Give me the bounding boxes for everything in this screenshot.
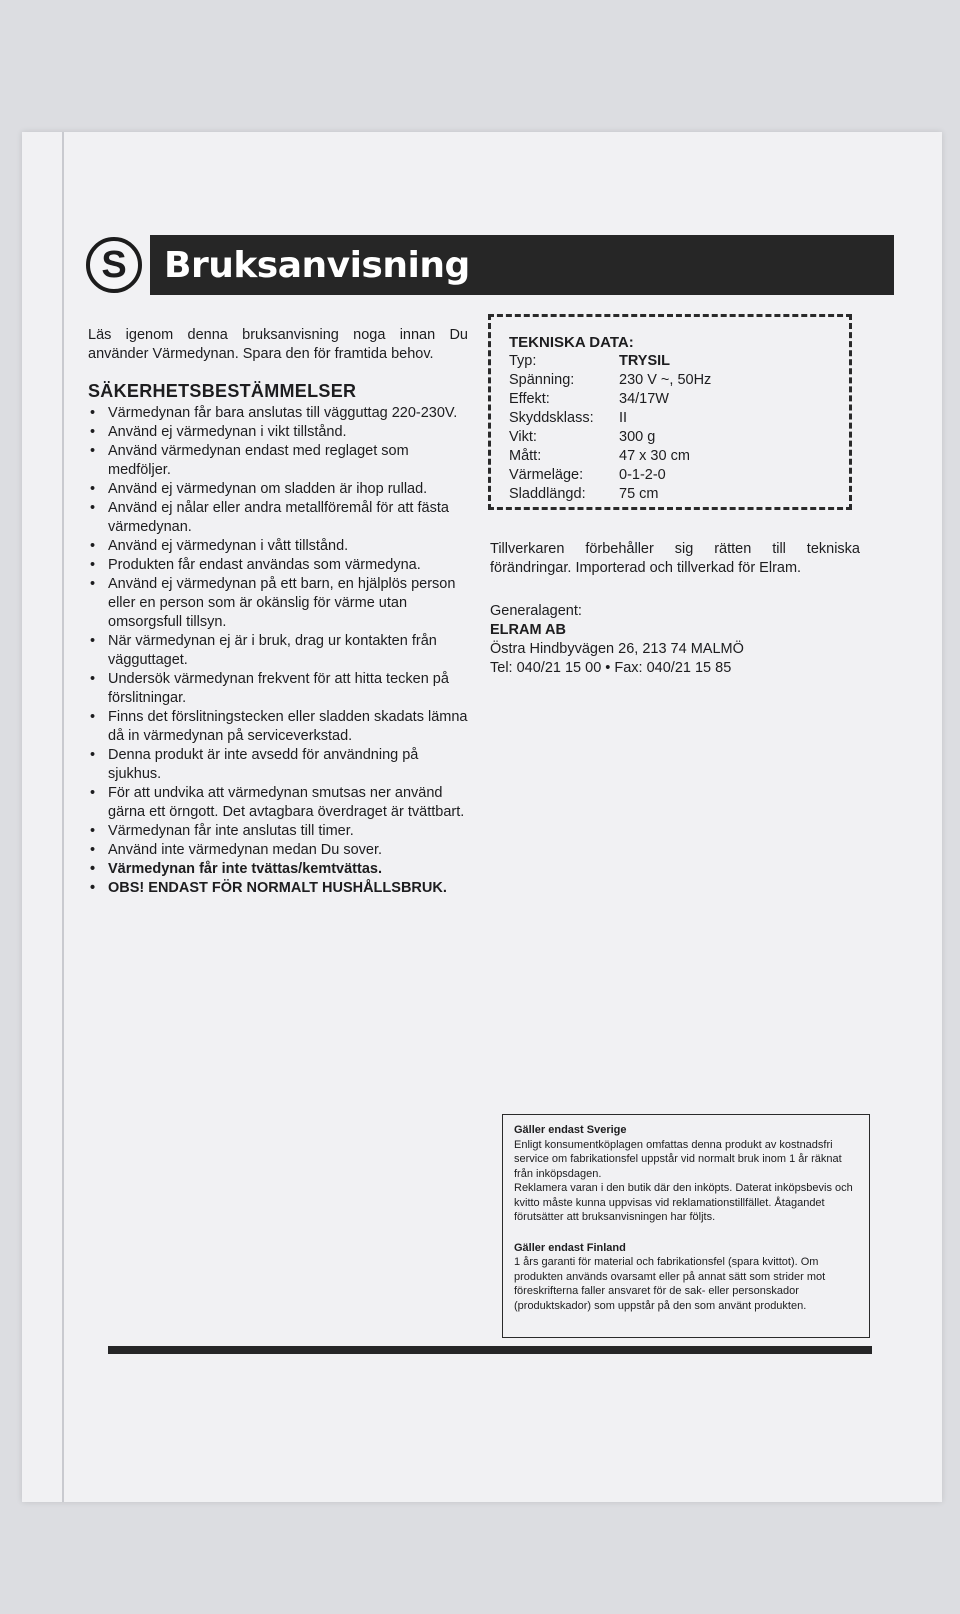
page-title: Bruksanvisning	[150, 235, 894, 295]
safety-rule: • Värmedynan får inte tvättas/kemtvättas.	[88, 860, 468, 879]
agent-label: Generalagent:	[490, 603, 582, 619]
safety-rule: • Finns det förslitningstecken eller sladden skadats lämna då in värmedynan på serviceverkstad.	[88, 708, 468, 746]
general-agent-block	[490, 602, 860, 678]
tech-label: Effekt:	[509, 391, 550, 407]
safety-rule: • Använd ej värmedynan om sladden är ihop rullad.	[88, 480, 468, 499]
warranty-gap	[514, 1225, 859, 1241]
tech-row	[509, 466, 849, 485]
tech-value: 75 cm	[619, 486, 659, 502]
safety-rule: • Värmedynan får inte anslutas till timer.	[88, 822, 468, 841]
tech-label: Värmeläge:	[509, 467, 584, 483]
tech-row	[509, 447, 849, 466]
tech-row	[509, 390, 849, 409]
safety-rule: • Använd ej värmedynan på ett barn, en hjälplös person eller en person som är okänslig för värme utan omsorgsfull tillsyn.	[88, 575, 468, 632]
page-header	[86, 232, 894, 298]
tech-label: Spänning:	[509, 372, 575, 388]
warranty-finland-title: Gäller endast Finland	[514, 1241, 626, 1254]
tech-row	[509, 485, 849, 504]
safety-rule: • Denna produkt är inte avsedd för användning på sjukhus.	[88, 746, 468, 784]
left-column	[88, 326, 468, 898]
tech-label: Vikt:	[509, 429, 537, 445]
tech-row	[509, 428, 849, 447]
safety-rule: • Undersök värmedynan frekvent för att hitta tecken på förslitningar.	[88, 670, 468, 708]
tech-value: II	[619, 410, 628, 426]
safety-rule: • Använd värmedynan endast med reglaget som medföljer.	[88, 442, 468, 480]
safety-rule: • Använd inte värmedynan medan Du sover.	[88, 841, 468, 860]
tech-row	[509, 371, 849, 390]
tech-value: 300 g	[619, 429, 656, 445]
tech-row	[509, 352, 849, 371]
safety-rule: • Använd ej nålar eller andra metallföremål för att fästa värmedynan.	[88, 499, 468, 537]
tech-value: 47 x 30 cm	[619, 448, 690, 464]
safety-rule: • För att undvika att värmedynan smutsas ner använd gärna ett örngott. Det avtagbara överdraget är tvättbart.	[88, 784, 468, 822]
safety-rule: • Använd ej värmedynan i vikt tillstånd.	[88, 423, 468, 442]
safety-rule: • När värmedynan ej är i bruk, drag ur kontakten från vägguttaget.	[88, 632, 468, 670]
safety-rule: • OBS! ENDAST FÖR NORMALT HUSHÅLLSBRUK.	[88, 879, 468, 898]
language-badge: S	[86, 237, 142, 293]
tech-label: Mått:	[509, 448, 542, 464]
manufacturer-note	[490, 540, 860, 578]
warranty-sweden-text: Reklamera varan i den butik där den inköpts. Daterat inköpsbevis och kvitto måste kunna uppvisas vid reklamationstillfället. Åtagandet förutsätter att bruksanvisningen har följts.	[514, 1182, 853, 1223]
safety-rule: • Värmedynan får bara anslutas till vägguttag 220-230V.	[88, 404, 468, 423]
tech-value: 230 V ~, 50Hz	[619, 372, 712, 388]
manual-page	[22, 132, 942, 1502]
warranty-box	[502, 1114, 870, 1338]
tech-value: 34/17W	[619, 391, 669, 407]
warranty-finland-text: 1 års garanti för material och fabrikationsfel (spara kvittot). Om produkten används ovarsamt eller på annat sätt som strider mot föreskrifterna faller ansvaret för de sak- eller personskador (produktskador) som uppstår på den som använt produkten.	[514, 1256, 826, 1312]
warranty-sweden-text: Enligt konsumentköplagen omfattas denna produkt av kostnadsfri service om fabrikationsfel uppstår vid normalt bruk inom 1 år räknat från inköpsdagen.	[514, 1138, 842, 1180]
tech-row	[509, 409, 849, 428]
warranty-sweden-title: Gäller endast Sverige	[514, 1124, 627, 1136]
safety-rule: • Använd ej värmedynan i vått tillstånd.	[88, 537, 468, 556]
tech-title: TEKNISKA DATA:	[509, 334, 634, 351]
tech-label: Typ:	[509, 353, 537, 369]
manufacturer-text: Tillverkaren förbehåller sig rätten till tekniska förändringar. Importerad och tillverkad för Elram.	[490, 541, 860, 576]
safety-rules-list	[88, 404, 468, 898]
technical-data-box	[488, 314, 852, 510]
tech-value: 0-1-2-0	[619, 467, 666, 483]
tech-label: Skyddsklass:	[509, 410, 594, 426]
page-fold	[62, 132, 64, 1502]
agent-phone-fax: Tel: 040/21 15 00 • Fax: 040/21 15 85	[490, 660, 732, 676]
tech-value: TRYSIL	[619, 353, 671, 369]
bottom-rule	[108, 1346, 872, 1354]
safety-title: SÄKERHETSBESTÄMMELSER	[88, 381, 357, 401]
agent-company: ELRAM AB	[490, 622, 566, 638]
tech-label: Sladdlängd:	[509, 486, 586, 502]
intro-text: Läs igenom denna bruksanvisning noga innan Du använder Värmedynan. Spara den för framtida behov.	[88, 327, 468, 362]
agent-address: Östra Hindbyvägen 26, 213 74 MALMÖ	[490, 641, 744, 657]
safety-rule: • Produkten får endast användas som värmedyna.	[88, 556, 468, 575]
